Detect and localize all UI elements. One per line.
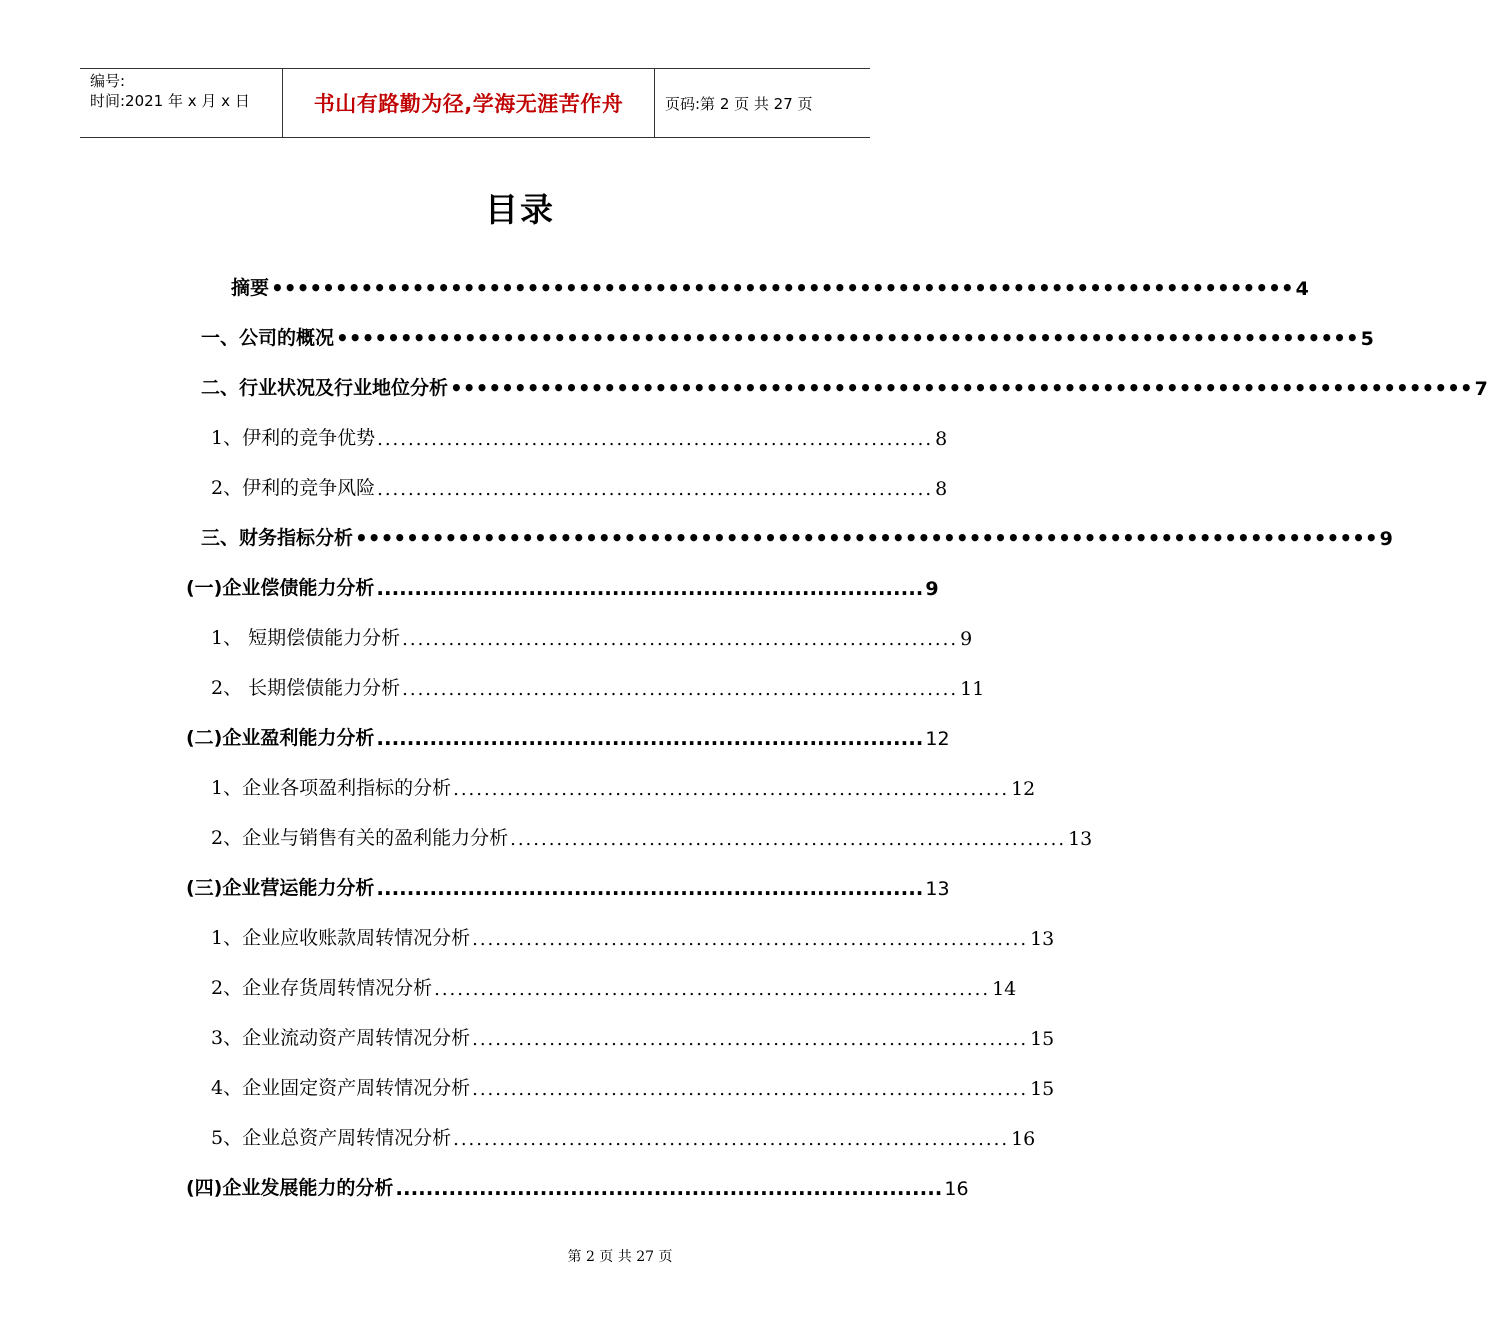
toc-entry[interactable] xyxy=(211,1118,1036,1150)
toc-entry-label: 一、公司的概况 xyxy=(201,327,335,349)
toc-entry-page: 14 xyxy=(992,978,1017,1000)
page-footer: 第 2 页 共 27 页 xyxy=(567,1249,673,1265)
toc-leader-dots: ........................................................................ xyxy=(376,876,924,900)
document-header xyxy=(80,68,870,138)
toc-entry-page: 12 xyxy=(1011,778,1036,800)
header-page-info: 页码:第 2 页 共 27 页 xyxy=(665,94,813,113)
toc-entry-label: 2、企业与销售有关的盈利能力分析 xyxy=(211,827,509,849)
toc-entry[interactable] xyxy=(211,668,985,700)
toc-entry-label: (三)企业营运能力分析 xyxy=(186,877,375,899)
toc-leader-dots: ........................................................................ xyxy=(472,929,1029,950)
toc-entry-page: 8 xyxy=(935,478,948,500)
toc-entry-label: 2、企业存货周转情况分析 xyxy=(211,977,433,999)
toc-leader-dots: •••••••••••••••••••••••••••••••••••••••••••••••••••••••••••••••••••••••••••••••• xyxy=(336,326,1359,350)
toc-leader-dots: ........................................................................ xyxy=(376,576,924,600)
toc-entry[interactable] xyxy=(186,568,939,600)
toc-entry-page: 8 xyxy=(935,428,948,450)
toc-entry[interactable] xyxy=(186,1168,969,1200)
toc-entry-page: 11 xyxy=(960,678,985,700)
toc-entry-page: 5 xyxy=(1360,328,1374,350)
toc-entry-label: 3、企业流动资产周转情况分析 xyxy=(211,1027,471,1049)
toc-entry-label: 2、伊利的竞争风险 xyxy=(211,477,376,499)
toc-entry-page: 9 xyxy=(925,578,939,600)
toc-entry[interactable] xyxy=(201,368,1488,400)
toc-entry-label: 4、企业固定资产周转情况分析 xyxy=(211,1077,471,1099)
toc-entry[interactable] xyxy=(211,968,1017,1000)
toc-entry-page: 16 xyxy=(1011,1128,1036,1150)
header-page-info-cell xyxy=(655,69,870,137)
header-meta xyxy=(80,69,282,137)
toc-entry[interactable] xyxy=(211,468,948,500)
toc-leader-dots: ........................................................................ xyxy=(434,979,991,1000)
toc-entry-page: 13 xyxy=(925,878,950,900)
toc-entry[interactable] xyxy=(211,1018,1055,1050)
toc-leader-dots: •••••••••••••••••••••••••••••••••••••••••••••••••••••••••••••••••••••••••••••••• xyxy=(450,376,1473,400)
toc-entry[interactable] xyxy=(211,418,948,450)
toc-leader-dots: ........................................................................ xyxy=(402,679,959,700)
toc-entry-page: 4 xyxy=(1295,278,1309,300)
toc-leader-dots: ........................................................................ xyxy=(472,1079,1029,1100)
toc-entry-label: (四)企业发展能力的分析 xyxy=(186,1177,394,1199)
toc-title: 目录 xyxy=(485,190,555,229)
toc-leader-dots: ........................................................................ xyxy=(376,726,924,750)
toc-entry-label: (一)企业偿债能力分析 xyxy=(186,577,375,599)
toc-leader-dots: ........................................................................ xyxy=(395,1176,943,1200)
toc-entry-label: 1、企业应收账款周转情况分析 xyxy=(211,927,471,949)
toc-entry-page: 15 xyxy=(1030,1028,1055,1050)
toc-entry-label: 1、伊利的竞争优势 xyxy=(211,427,376,449)
toc-entry[interactable] xyxy=(211,1068,1055,1100)
toc-entry[interactable] xyxy=(211,768,1036,800)
header-motto: 书山有路勤为径,学海无涯苦作舟 xyxy=(313,92,624,116)
toc-entry-label: 1、企业各项盈利指标的分析 xyxy=(211,777,452,799)
toc-entry-page: 15 xyxy=(1030,1078,1055,1100)
toc-entry[interactable] xyxy=(211,618,973,650)
toc-entry-label: 1、 短期偿债能力分析 xyxy=(211,627,401,649)
toc-leader-dots: ........................................................................ xyxy=(510,829,1067,850)
toc-leader-dots: ........................................................................ xyxy=(402,629,959,650)
time-label: 时间:2021 年 x 月 x 日 xyxy=(90,92,250,110)
toc-leader-dots: ........................................................................ xyxy=(377,479,934,500)
toc-entry-label: 二、行业状况及行业地位分析 xyxy=(201,377,449,399)
toc-entry-label: (二)企业盈利能力分析 xyxy=(186,727,375,749)
toc-entry-page: 9 xyxy=(960,628,973,650)
toc-entry[interactable] xyxy=(231,268,1309,300)
toc-entry-page: 13 xyxy=(1030,928,1055,950)
toc-entry[interactable] xyxy=(186,718,950,750)
toc-entry-page: 12 xyxy=(925,728,950,750)
toc-entry-page: 9 xyxy=(1379,528,1393,550)
toc-entry[interactable] xyxy=(211,818,1093,850)
toc-entry-label: 2、 长期偿债能力分析 xyxy=(211,677,401,699)
toc-leader-dots: ........................................................................ xyxy=(453,1129,1010,1150)
number-label: 编号: xyxy=(90,72,126,90)
toc-entry[interactable] xyxy=(211,918,1055,950)
toc-entry-label: 三、财务指标分析 xyxy=(201,527,354,549)
toc-entry-page: 7 xyxy=(1474,378,1488,400)
toc-entry-page: 13 xyxy=(1068,828,1093,850)
toc-leader-dots: •••••••••••••••••••••••••••••••••••••••••••••••••••••••••••••••••••••••••••••••• xyxy=(271,276,1294,300)
toc-leader-dots: ........................................................................ xyxy=(377,429,934,450)
toc-entry-label: 摘要 xyxy=(231,277,270,299)
toc-leader-dots: ........................................................................ xyxy=(453,779,1010,800)
toc-entry-page: 16 xyxy=(944,1178,969,1200)
toc-entry[interactable] xyxy=(201,318,1374,350)
toc-entry[interactable] xyxy=(186,868,950,900)
header-motto-cell xyxy=(282,69,655,137)
toc-leader-dots: •••••••••••••••••••••••••••••••••••••••••••••••••••••••••••••••••••••••••••••••• xyxy=(355,526,1378,550)
toc-entry[interactable] xyxy=(201,518,1393,550)
toc-entry-label: 5、企业总资产周转情况分析 xyxy=(211,1127,452,1149)
toc-leader-dots: ........................................................................ xyxy=(472,1029,1029,1050)
